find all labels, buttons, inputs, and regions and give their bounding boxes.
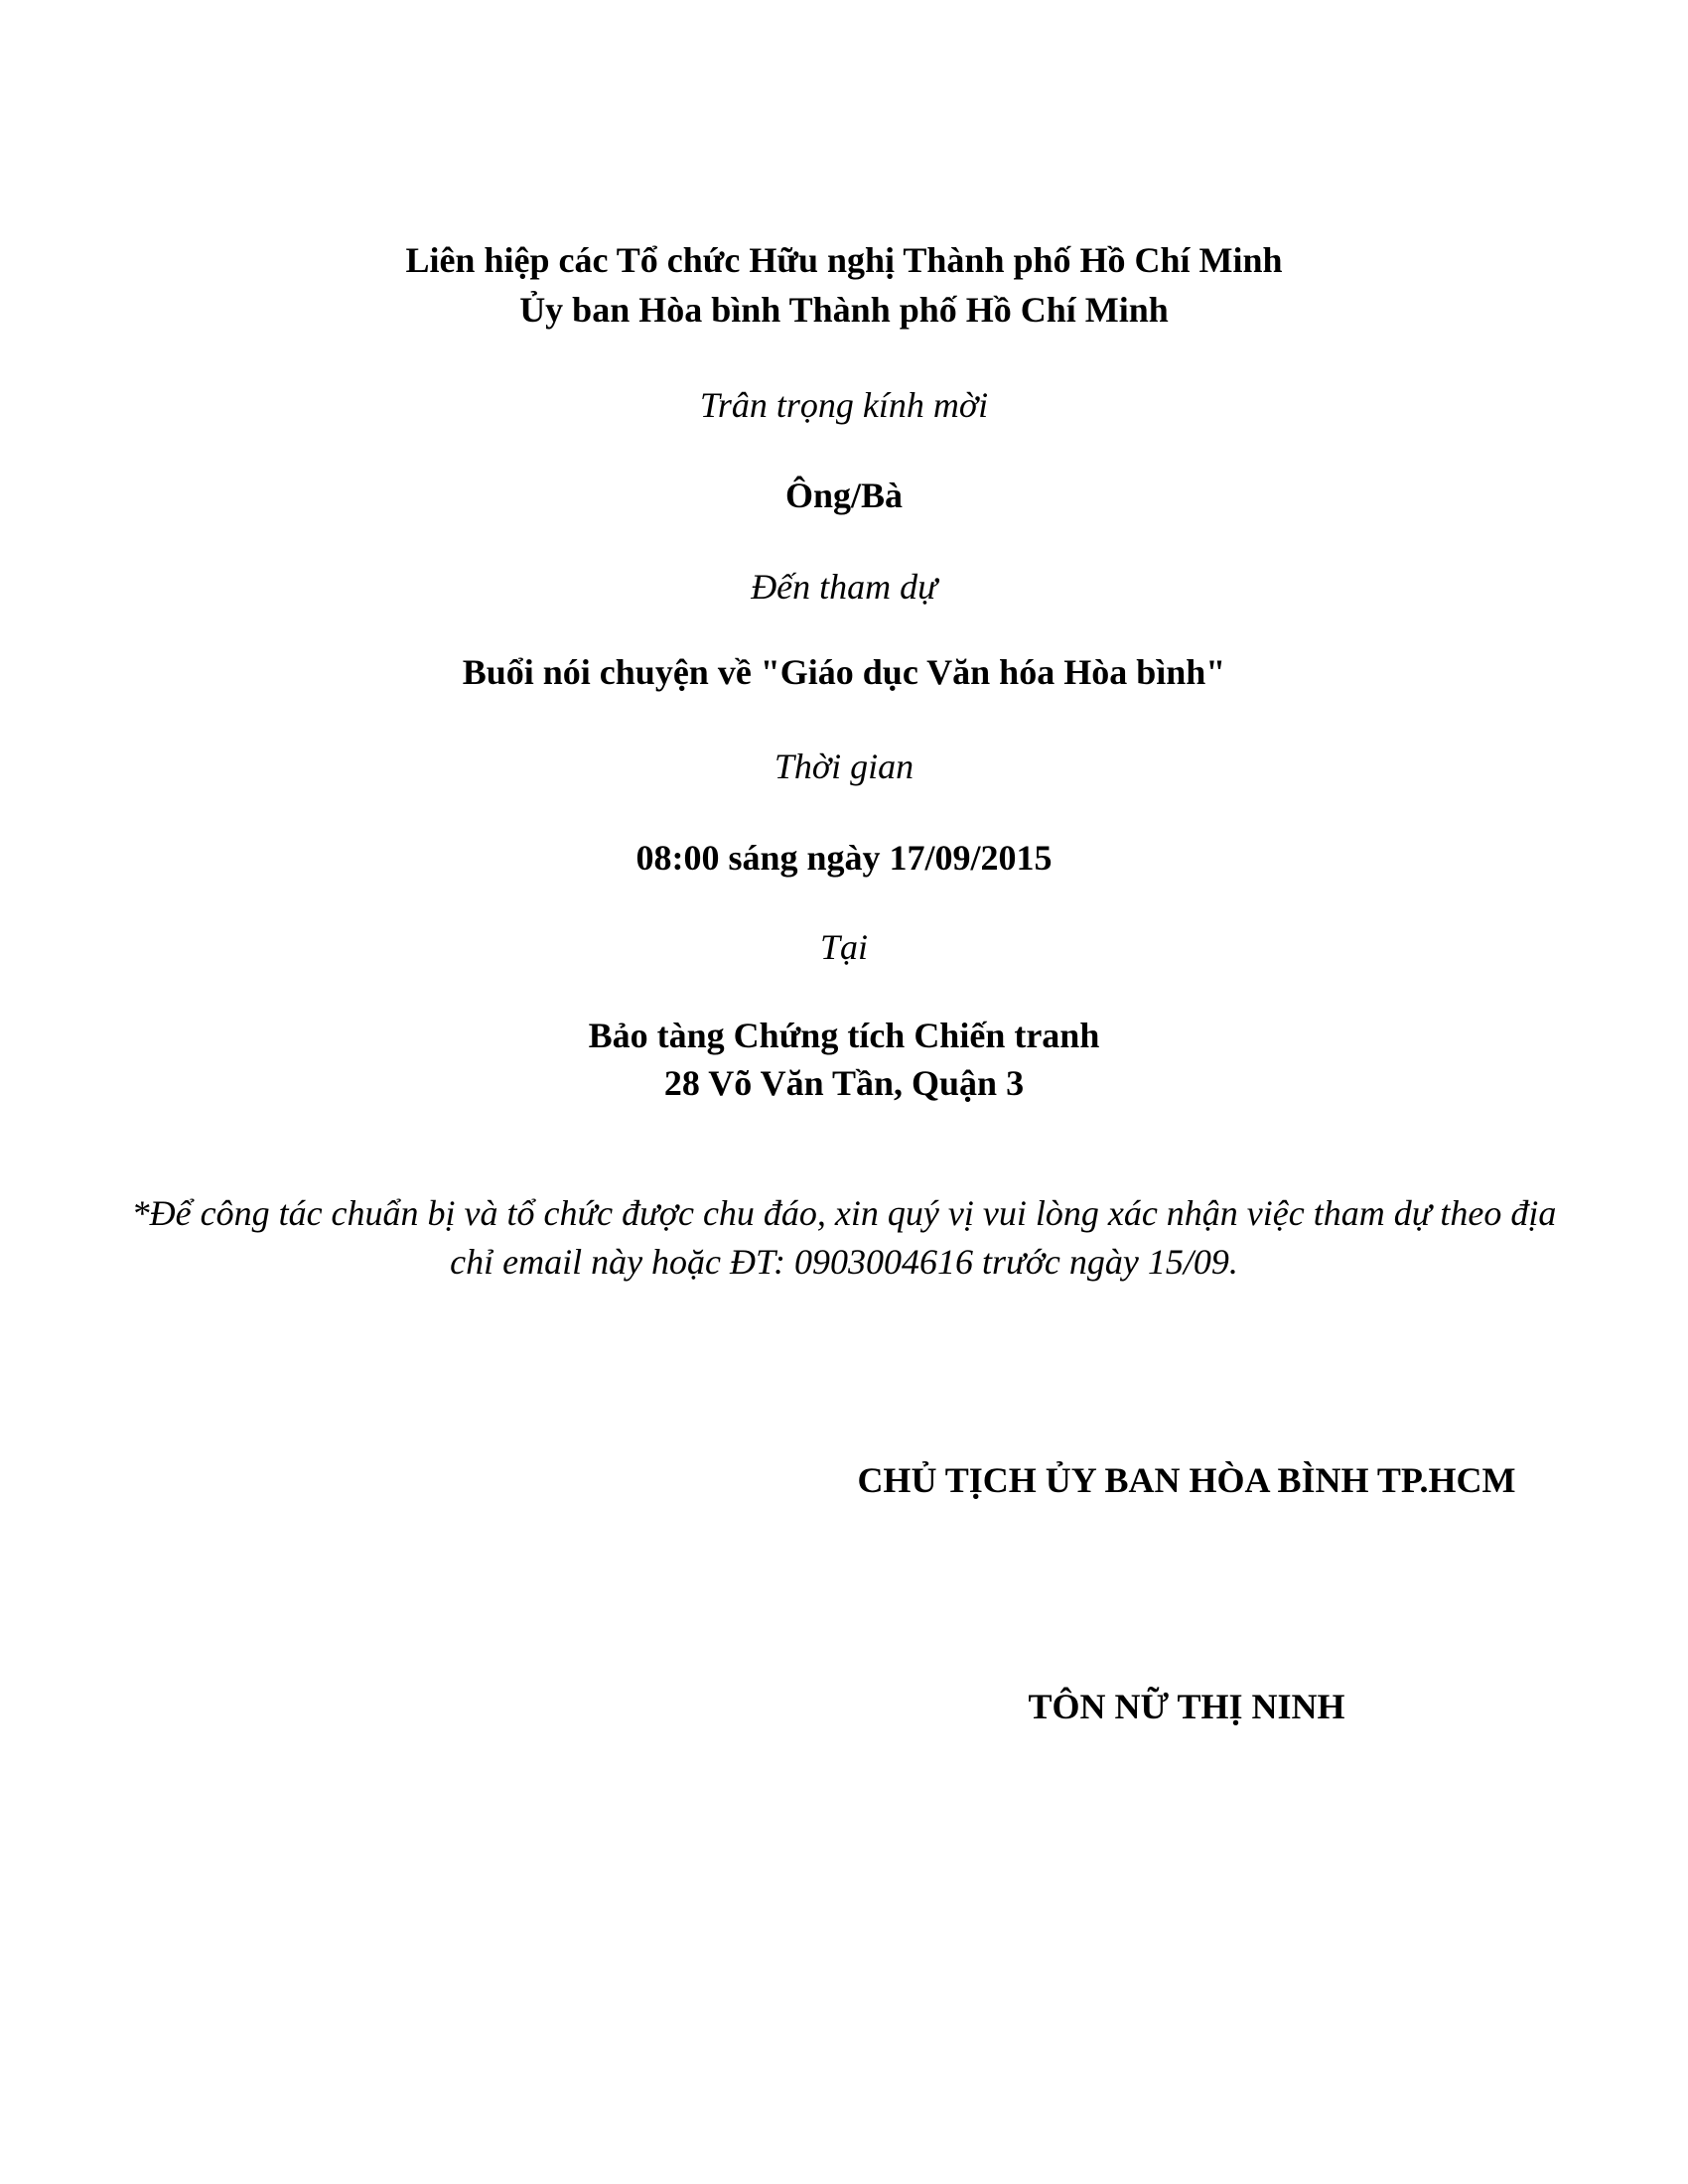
venue-address: 28 Võ Văn Tần, Quận 3 bbox=[663, 1063, 1025, 1103]
signatory-title: CHỦ TỊCH ỦY BAN HÒA BÌNH TP.HCM bbox=[857, 1460, 1516, 1500]
time-label: Thời gian bbox=[774, 747, 914, 786]
salutation-text: Trân trọng kính mời bbox=[699, 385, 989, 425]
rsvp-footnote bbox=[0, 1189, 1688, 1287]
recipient-placeholder: Ông/Bà bbox=[784, 476, 904, 515]
organization-header bbox=[0, 235, 1688, 335]
attend-label: Đến tham dự bbox=[751, 567, 937, 607]
event-time: 08:00 sáng ngày 17/09/2015 bbox=[635, 838, 1053, 878]
location-label: Tại bbox=[819, 927, 869, 967]
event-title: Buổi nói chuyện về "Giáo dục Văn hóa Hòa bình" bbox=[462, 652, 1226, 692]
rsvp-footnote-line1: *Để công tác chuẩn bị và tổ chức được chu đáo, xin quý vị vui lòng xác nhận việc tham dự theo địa bbox=[131, 1193, 1557, 1233]
organization-name-line1: Liên hiệp các Tổ chức Hữu nghị Thành phố Hồ Chí Minh bbox=[405, 240, 1283, 280]
venue-name: Bảo tàng Chứng tích Chiến tranh bbox=[588, 1016, 1100, 1055]
rsvp-footnote-line2: chỉ email này hoặc ĐT: 0903004616 trước ngày 15/09. bbox=[450, 1242, 1238, 1282]
venue-block bbox=[0, 1012, 1688, 1107]
signatory-name: TÔN NỮ THỊ NINH bbox=[1028, 1687, 1345, 1726]
organization-name-line2: Ủy ban Hòa bình Thành phố Hồ Chí Minh bbox=[519, 290, 1169, 330]
